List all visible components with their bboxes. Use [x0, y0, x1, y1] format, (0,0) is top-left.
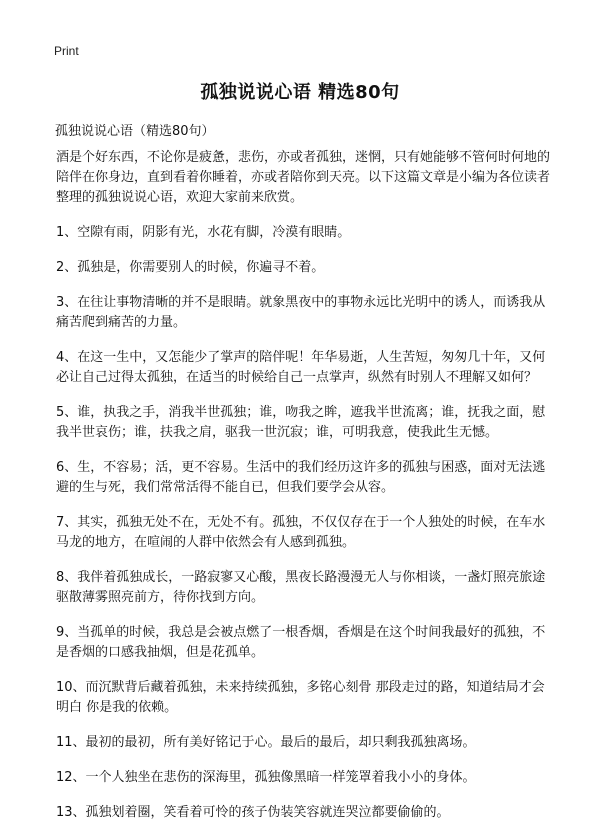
intro-paragraph: 酒是个好东西，不论你是疲惫，悲伤，亦或者孤独，迷惘，只有她能够不管何时何地的陪伴在你身边，直到看着你睡着，亦或者陪你到天亮。以下这篇文章是小编为各位读者整理的孤独说说心语，欢迎大家前来欣赏。 — [56, 150, 551, 205]
quote-item: 12、一个人独坐在悲伤的深海里，孤独像黑暗一样笼罩着我小小的身体。 — [56, 770, 476, 785]
quote-item: 1、空隙有雨，阴影有光，水花有脚，冷漠有眼睛。 — [56, 225, 351, 240]
quote-item: 10、而沉默背后藏着孤独，未来持续孤独，多铭心刻骨 那段走过的路，知道结局才会明白 你是我的依赖。 — [56, 680, 545, 715]
quote-item: 2、孤独是，你需要别人的时候，你遍寻不着。 — [56, 260, 325, 275]
quote-item: 6、生，不容易；活，更不容易。生活中的我们经历这许多的孤独与困惑，面对无法逃避的生与死，我们常常活得不能自已，但我们要学会从容。 — [56, 460, 546, 495]
print-link[interactable]: Print — [54, 44, 79, 58]
quote-item: 5、谁，执我之手，消我半世孤独；谁，吻我之眸，遮我半世流离；谁，抚我之面，慰我半世哀伤；谁，扶我之肩，驱我一世沉寂；谁，可明我意，使我此生无憾。 — [56, 405, 546, 440]
quote-item: 11、最初的最初，所有美好铭记于心。最后的最后，却只剩我孤独离场。 — [56, 735, 476, 750]
quote-item: 4、在这一生中，又怎能少了掌声的陪伴呢！年华易逝，人生苦短，匆匆几十年，又何必让自己过得太孤独，在适当的时候给自己一点掌声，纵然有时别人不理解又如何？ — [56, 350, 546, 385]
quote-item: 3、在往让事物清晰的并不是眼睛。就象黑夜中的事物永远比光明中的诱人，而诱我从痛苦爬到痛苦的力量。 — [56, 295, 546, 330]
article-body — [56, 148, 550, 838]
quote-item: 9、当孤单的时候，我总是会被点燃了一根香烟，香烟是在这个时间我最好的孤独，不是香烟的口感我抽烟，但是花孤单。 — [56, 625, 546, 660]
page-title: 孤独说说心语 精选80句 — [200, 82, 400, 103]
article-subtitle: 孤独说说心语（精选80句） — [55, 124, 215, 139]
quote-item: 13、孤独划着圈，笑看着可怜的孩子伪装笑容就连哭泣都要偷偷的。 — [56, 805, 450, 820]
quote-item: 7、其实，孤独无处不在，无处不有。孤独，不仅仅存在于一个人独处的时候，在车水马龙的地方，在喧闹的人群中依然会有人感到孤独。 — [56, 515, 546, 550]
quote-item: 8、我伴着孤独成长，一路寂寥又心酸，黑夜长路漫漫无人与你相谈，一盏灯照亮旅途驱散薄雾照亮前方，待你找到方向。 — [56, 570, 546, 605]
